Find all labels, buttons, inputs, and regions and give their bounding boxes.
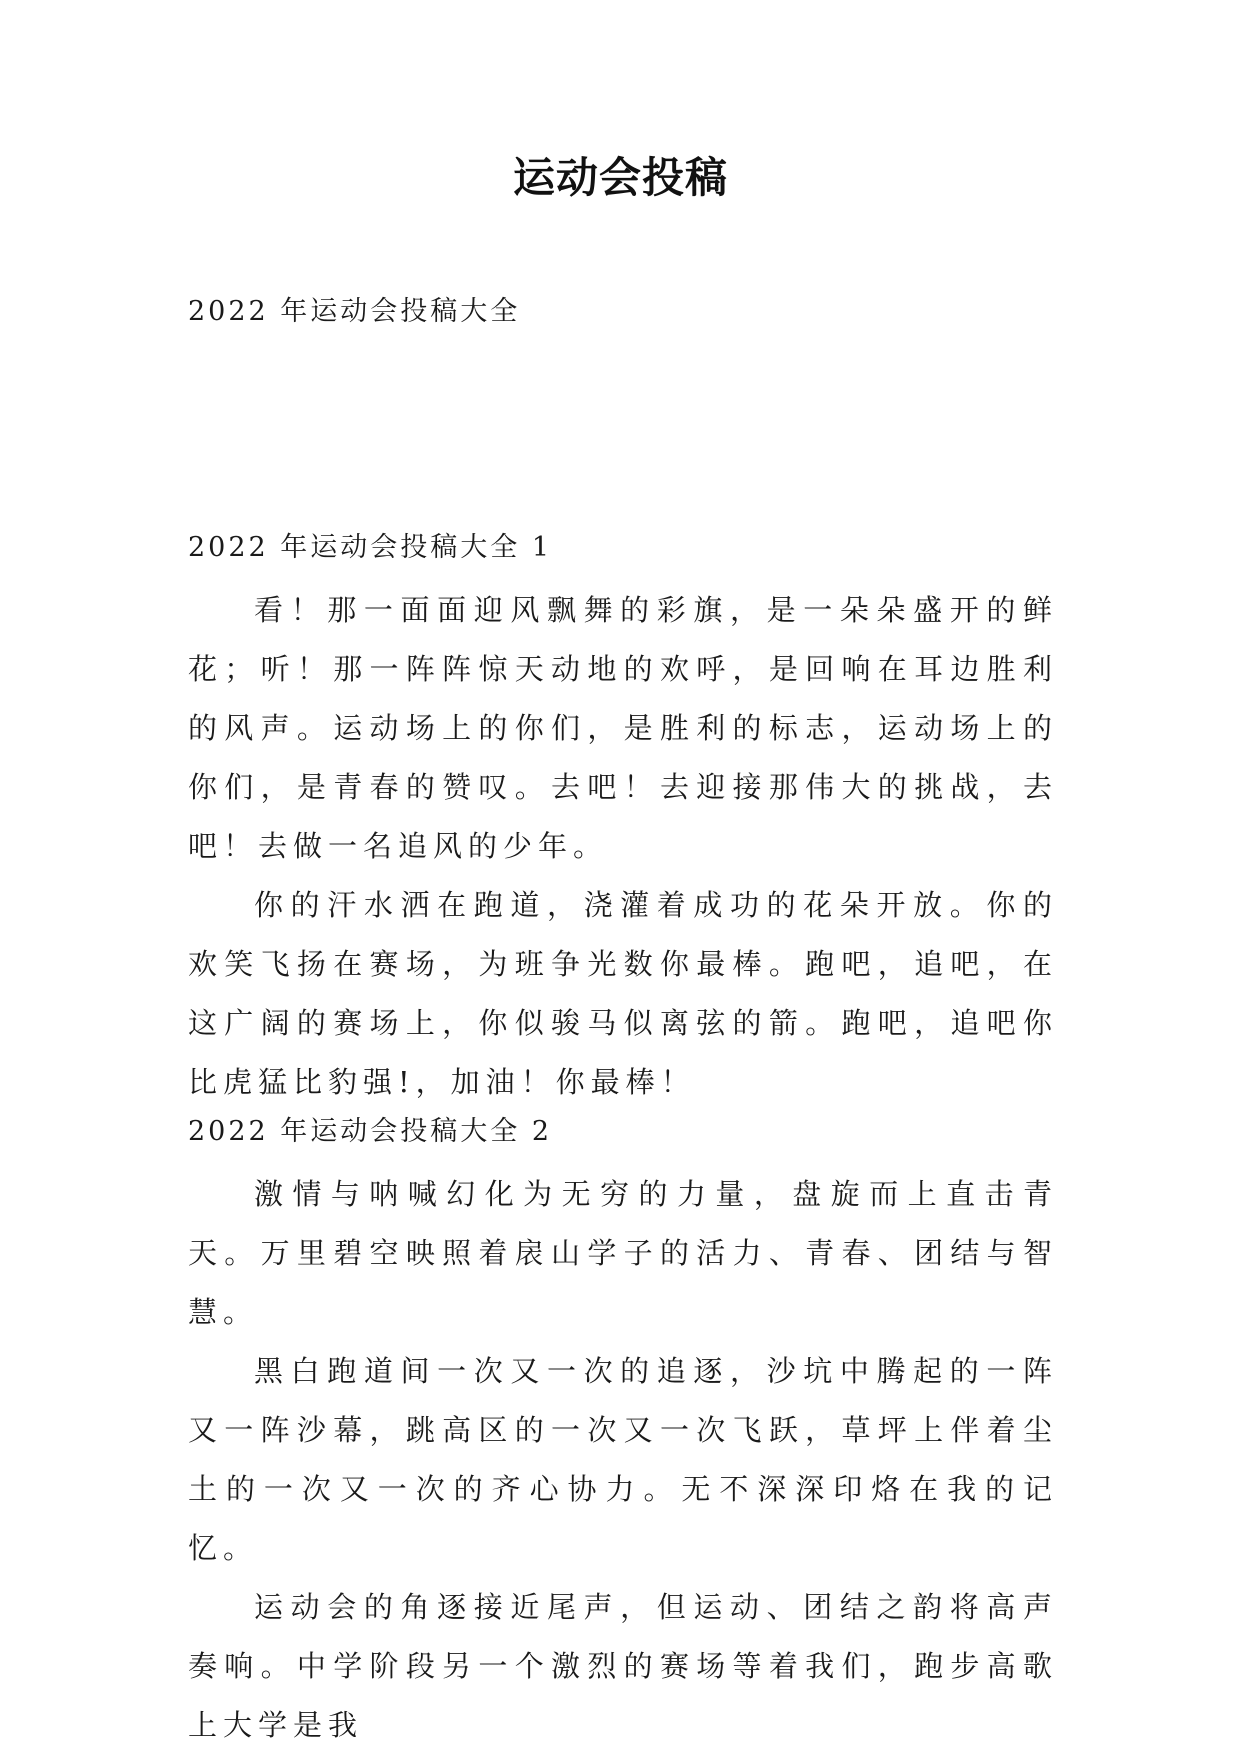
paragraph: 黑白跑道间一次又一次的追逐，沙坑中腾起的一阵又一阵沙幕，跳高区的一次又一次飞跃，草坪上伴着尘土的一次又一次的齐心协力。无不深深印烙在我的记忆。 bbox=[188, 1354, 1058, 1565]
section-2 bbox=[188, 1112, 1058, 1755]
paragraph: 激情与呐喊幻化为无穷的力量，盘旋而上直击青天。万里碧空映照着扆山学子的活力、青春、团结与智慧。 bbox=[188, 1177, 1058, 1329]
paragraph: 你的汗水洒在跑道，浇灌着成功的花朵开放。你的欢笑飞扬在赛场，为班争光数你最棒。跑吧，追吧，在这广阔的赛场上，你似骏马似离弦的箭。跑吧，追吧你比虎猛比豹强!，加油！你最棒！ bbox=[188, 888, 1058, 1099]
page-title: 运动会投稿 bbox=[512, 153, 728, 202]
document-body bbox=[188, 528, 1058, 1755]
section-heading: 2022 年运动会投稿大全 2 bbox=[188, 1116, 553, 1147]
section-1 bbox=[188, 528, 1058, 1112]
section-heading: 2022 年运动会投稿大全 1 bbox=[188, 532, 553, 563]
paragraph: 看！那一面面迎风飘舞的彩旗，是一朵朵盛开的鲜花；听！那一阵阵惊天动地的欢呼，是回响在耳边胜利的风声。运动场上的你们，是胜利的标志，运动场上的你们，是青春的赞叹。去吧！去迎接那伟大的挑战，去吧！去做一名追风的少年。 bbox=[188, 593, 1058, 863]
paragraph: 运动会的角逐接近尾声，但运动、团结之韵将高声奏响。中学阶段另一个激烈的赛场等着我们，跑步高歌上大学是我 bbox=[188, 1590, 1058, 1742]
document-subtitle: 2022 年运动会投稿大全 bbox=[188, 296, 521, 327]
